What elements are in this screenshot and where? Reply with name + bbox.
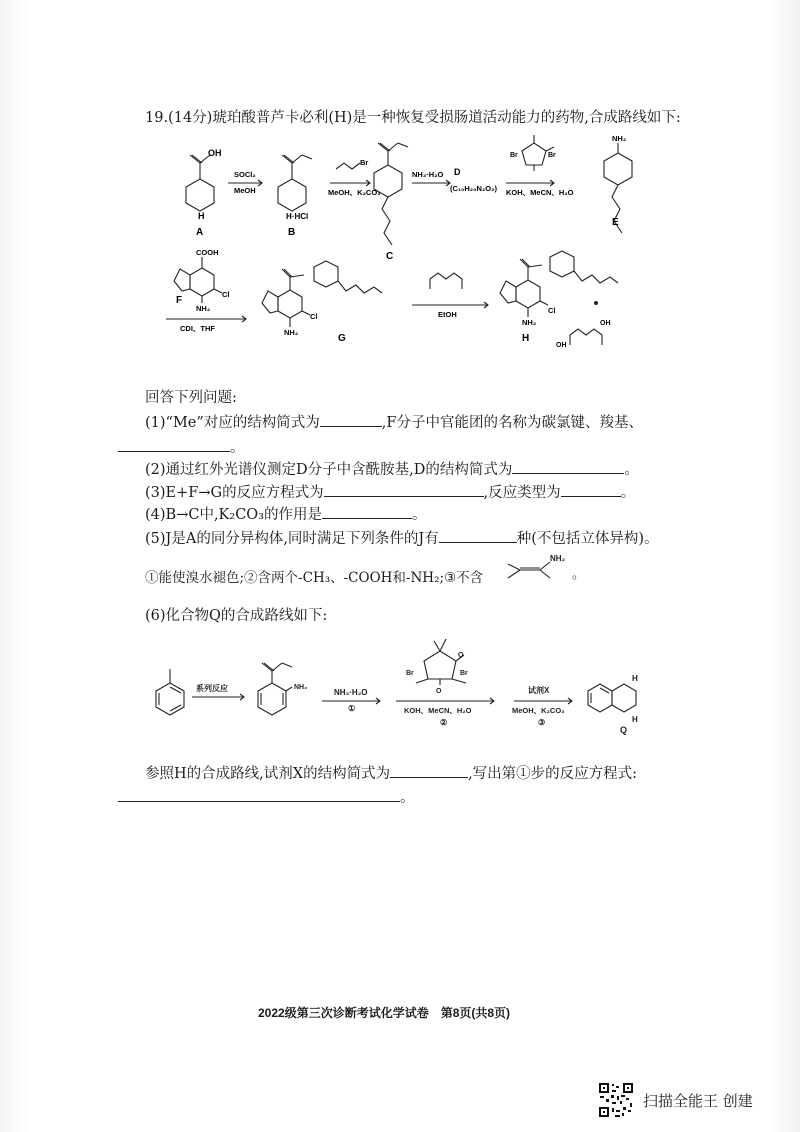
label-d: D xyxy=(454,167,461,177)
h-oh-label-2: OH xyxy=(600,320,611,327)
scanner-watermark: 扫描全能王 创建 xyxy=(643,1092,753,1110)
q1-line-2 xyxy=(118,436,245,457)
succinic-acid-reagent xyxy=(430,273,462,289)
molecule-methyl-anthranilate xyxy=(258,663,292,715)
reagent-nh3-2: NH₃·H₂O xyxy=(334,688,368,697)
o-label-1: O xyxy=(458,652,464,659)
g-cl-label: Cl xyxy=(310,312,318,321)
q2-text: (2)通过红外光谱仪测定D分子中含酰胺基,D的结构简式为 xyxy=(145,462,513,478)
q1-end: 。 xyxy=(230,440,245,456)
br-label-1: Br xyxy=(360,158,369,167)
reagent-socl2: SOCl₂ xyxy=(234,170,256,179)
molecule-a xyxy=(186,155,214,211)
q4-line xyxy=(145,503,427,524)
q-nh-label-2: H xyxy=(632,715,638,724)
label-f: F xyxy=(176,295,183,306)
q3-blank-2[interactable] xyxy=(561,482,621,497)
f-cooh-label: COOH xyxy=(196,248,219,257)
q3-text-b: ,反应类型为 xyxy=(483,485,561,501)
q6-text-b: ,写出第①步的反应方程式: xyxy=(468,766,638,782)
h-nh2-label: NH₂ xyxy=(522,318,537,327)
q-nh-label-1: H xyxy=(632,674,638,683)
q5-line xyxy=(145,527,659,548)
label-b: B xyxy=(288,227,296,238)
molecule-h xyxy=(500,251,618,345)
f-cl-label: Cl xyxy=(222,290,230,299)
q6-blank-1[interactable] xyxy=(390,763,468,778)
reagent-nh3: NH₃·H₂O xyxy=(412,170,444,179)
q1-text-a: (1)“Me”对应的结构简式为 xyxy=(145,415,320,431)
q5-text-b: 种(不包括立体异构)。 xyxy=(516,531,659,547)
label-h: H xyxy=(522,333,530,344)
q1-blank-1[interactable] xyxy=(320,412,382,427)
reagent-koh: KOH、MeCN、H₂O xyxy=(506,188,574,197)
q3-text-a: (3)E+F→G的反应方程式为 xyxy=(145,485,324,501)
br-label-4: Br xyxy=(406,670,414,677)
q5-nh2-label: NH₂ xyxy=(550,554,566,563)
molecule-toluene xyxy=(156,669,184,715)
q3-end: 。 xyxy=(620,485,636,501)
q2-line xyxy=(145,458,639,479)
q6-blank-2[interactable] xyxy=(118,787,400,802)
molecule-q xyxy=(588,684,636,712)
f-nh2-label: NH₂ xyxy=(196,304,211,313)
salt-dot-icon xyxy=(594,301,598,305)
q2-blank[interactable] xyxy=(512,459,624,474)
label-g: G xyxy=(338,333,346,344)
a-oh-label: OH xyxy=(208,148,222,158)
q3-line xyxy=(145,481,635,502)
q4-end: 。 xyxy=(412,507,427,523)
label-q: Q xyxy=(620,725,628,735)
q4-blank[interactable] xyxy=(322,504,412,519)
q6-line-2 xyxy=(118,786,415,807)
reagent-meoh-k2co3-2: MeOH、K₂CO₃ xyxy=(512,706,565,715)
a-nh-label: H xyxy=(198,211,205,221)
o-label-2: O xyxy=(436,688,442,695)
reagent-series: 系列反应 xyxy=(196,684,228,693)
q5-conditions xyxy=(145,566,483,586)
q6-title: (6)化合物Q的合成路线如下: xyxy=(145,608,328,624)
q6-text-a: 参照H的合成路线,试剂X的结构简式为 xyxy=(145,766,391,782)
q1-text-b: ,F分子中官能团的名称为碳氯键、羧基、 xyxy=(381,415,643,431)
q5-end: 。 xyxy=(572,566,586,581)
page-footer: 2022级第三次诊断考试化学试卷 第8页(共8页) xyxy=(258,1006,511,1020)
q1-blank-2[interactable] xyxy=(118,437,230,452)
dbdmh-reagent-2 xyxy=(416,639,466,685)
reagent-meoh-k2co3: MeOH、K₂CO₃ xyxy=(328,188,381,197)
reagent-meoh: MeOH xyxy=(234,186,256,195)
br-label-2: Br xyxy=(510,152,518,159)
label-a: A xyxy=(196,227,204,238)
q6-line xyxy=(145,762,637,783)
reagent-koh-2: KOH、MeCN、H₂O xyxy=(404,706,472,715)
step-1-label: ① xyxy=(348,704,356,713)
label-e: E xyxy=(612,217,619,228)
reagent-etoh: EtOH xyxy=(438,310,457,319)
step-2-label: ② xyxy=(440,718,448,727)
reagent-x: 试剂X xyxy=(528,686,550,695)
question-header: 19.(14分)琥珀酸普芦卡必利(H)是一种恢复受损肠道活动能力的药物,合成路线如下: xyxy=(145,110,681,126)
qr-code-icon xyxy=(598,1082,634,1118)
q3-blank-1[interactable] xyxy=(324,482,484,497)
h-cl-label: Cl xyxy=(548,306,556,315)
h-oh-label-1: OH xyxy=(556,342,567,349)
synthesis-scheme-2 xyxy=(140,625,660,735)
synthesis-scheme-1 xyxy=(150,135,670,357)
q6-end: 。 xyxy=(400,790,415,806)
reagent-cdi: CDI、THF xyxy=(180,324,215,333)
label-c: C xyxy=(386,251,394,262)
q2-end: 。 xyxy=(624,462,639,478)
q5-text-a: (5)J是A的同分异构体,同时满足下列条件的J有 xyxy=(145,531,439,547)
q5-blank[interactable] xyxy=(439,528,517,543)
q5-conditions-text: ①能使溴水褪色;②含两个-CH₃、-COOH和-NH₂;③不含 xyxy=(145,570,484,586)
g-nh2-label: NH₂ xyxy=(284,328,299,337)
answer-prompt: 回答下列问题: xyxy=(145,390,237,406)
q5-excluded-structure xyxy=(504,552,586,584)
q1-line xyxy=(145,411,643,432)
step-3-label: ③ xyxy=(538,718,546,727)
q4-text: (4)B→C中,K₂CO₃的作用是 xyxy=(145,507,322,523)
molecule-g xyxy=(262,261,382,327)
e-nh2-label: NH₂ xyxy=(612,134,627,143)
b-hcl-label: H·HCl xyxy=(286,212,309,221)
anthranilate-nh2-label: NH₂ xyxy=(294,684,308,691)
br-label-5: Br xyxy=(460,670,468,677)
br-label-3: Br xyxy=(548,152,556,159)
d-formula: (C₁₀H₂₀N₂O₂) xyxy=(450,184,497,193)
molecule-b xyxy=(278,155,312,211)
